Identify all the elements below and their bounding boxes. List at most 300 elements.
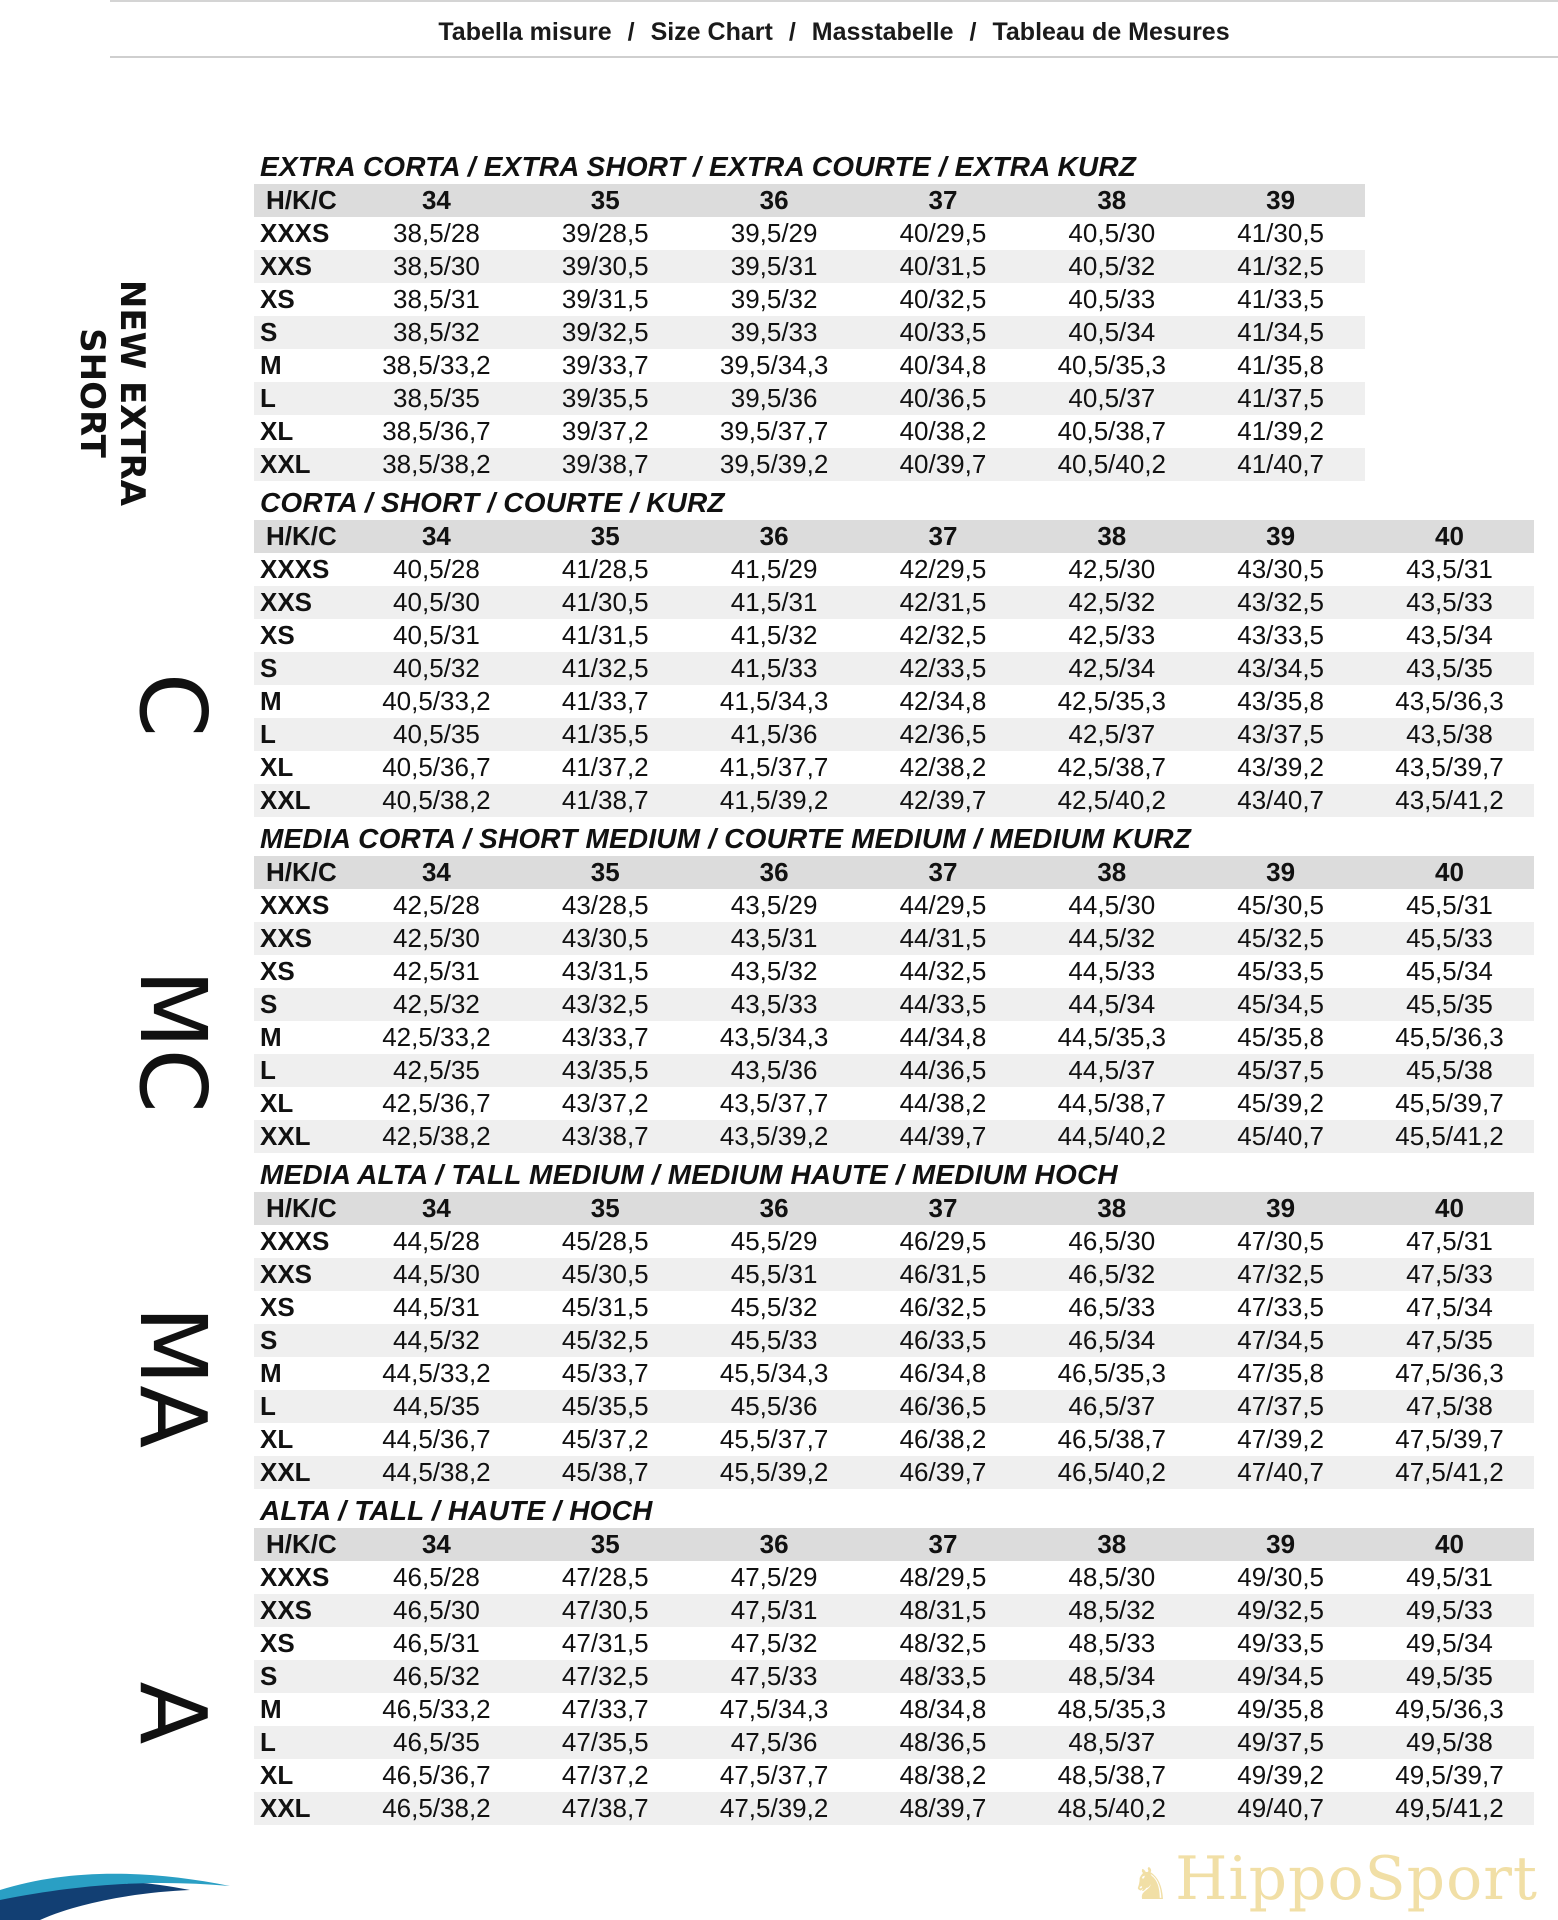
size-value-cell: 49/35,8 <box>1196 1693 1365 1726</box>
size-value-cell: 46,5/37 <box>1027 1390 1196 1423</box>
empty-cell <box>1365 382 1534 415</box>
table-row <box>254 316 1534 349</box>
table-row <box>254 1561 1534 1594</box>
size-value-cell: 43/30,5 <box>521 922 690 955</box>
size-value-cell: 44,5/37 <box>1027 1054 1196 1087</box>
size-value-cell: 40/38,2 <box>859 415 1028 448</box>
size-value-cell: 40,5/28 <box>352 553 521 586</box>
size-value-cell: 46/33,5 <box>859 1324 1028 1357</box>
row-size-label: L <box>254 1726 352 1759</box>
row-size-label: XXL <box>254 1120 352 1153</box>
section-extra-short <box>254 149 1524 481</box>
size-value-cell: 47/28,5 <box>521 1561 690 1594</box>
table-row <box>254 1054 1534 1087</box>
size-value-cell: 49,5/33 <box>1365 1594 1534 1627</box>
empty-header-cell <box>1365 184 1534 217</box>
empty-cell <box>1365 349 1534 382</box>
size-table <box>254 856 1534 1153</box>
column-header-cell: 35 <box>521 1528 690 1561</box>
size-value-cell: 39,5/37,7 <box>690 415 859 448</box>
size-value-cell: 47/37,5 <box>1196 1390 1365 1423</box>
size-value-cell: 44/34,8 <box>859 1021 1028 1054</box>
size-value-cell: 45,5/32 <box>690 1291 859 1324</box>
size-value-cell: 45,5/29 <box>690 1225 859 1258</box>
row-size-label: L <box>254 1054 352 1087</box>
size-value-cell: 46,5/35 <box>352 1726 521 1759</box>
row-size-label: XL <box>254 1423 352 1456</box>
size-value-cell: 39,5/39,2 <box>690 448 859 481</box>
size-value-cell: 41,5/34,3 <box>690 685 859 718</box>
size-value-cell: 45/33,7 <box>521 1357 690 1390</box>
column-header-cell: 38 <box>1027 520 1196 553</box>
column-header-cell: 37 <box>859 1192 1028 1225</box>
table-row <box>254 1423 1534 1456</box>
size-value-cell: 41/28,5 <box>521 553 690 586</box>
size-value-cell: 42,5/38,7 <box>1027 751 1196 784</box>
size-value-cell: 38,5/28 <box>352 217 521 250</box>
size-value-cell: 40,5/32 <box>352 652 521 685</box>
size-value-cell: 46,5/34 <box>1027 1324 1196 1357</box>
table-header-row <box>254 1192 1534 1225</box>
size-value-cell: 43/38,7 <box>521 1120 690 1153</box>
size-value-cell: 47,5/33 <box>690 1660 859 1693</box>
size-value-cell: 43,5/33 <box>1365 586 1534 619</box>
size-table <box>254 520 1534 817</box>
row-size-label: XS <box>254 619 352 652</box>
row-size-label: XXL <box>254 1792 352 1825</box>
size-value-cell: 41/33,5 <box>1196 283 1365 316</box>
row-size-label: XXL <box>254 784 352 817</box>
size-value-cell: 44/39,7 <box>859 1120 1028 1153</box>
size-value-cell: 41,5/32 <box>690 619 859 652</box>
size-value-cell: 49,5/38 <box>1365 1726 1534 1759</box>
header-label-cell: H/K/C <box>254 520 352 553</box>
size-value-cell: 43/32,5 <box>521 988 690 1021</box>
header-label-cell: H/K/C <box>254 1192 352 1225</box>
size-value-cell: 40/34,8 <box>859 349 1028 382</box>
table-row <box>254 1759 1534 1792</box>
row-size-label: XXXS <box>254 553 352 586</box>
size-value-cell: 43,5/35 <box>1365 652 1534 685</box>
table-row <box>254 1660 1534 1693</box>
size-value-cell: 41,5/36 <box>690 718 859 751</box>
empty-cell <box>1365 250 1534 283</box>
section-title: CORTA / SHORT / COURTE / KURZ <box>260 487 725 518</box>
size-value-cell: 49/37,5 <box>1196 1726 1365 1759</box>
size-value-cell: 39/35,5 <box>521 382 690 415</box>
column-header-cell: 39 <box>1196 1528 1365 1561</box>
column-header-cell: 38 <box>1027 856 1196 889</box>
size-value-cell: 44,5/36,7 <box>352 1423 521 1456</box>
header-label-cell: H/K/C <box>254 184 352 217</box>
size-value-cell: 42/38,2 <box>859 751 1028 784</box>
size-value-cell: 48,5/32 <box>1027 1594 1196 1627</box>
size-value-cell: 47,5/31 <box>1365 1225 1534 1258</box>
table-row <box>254 1390 1534 1423</box>
size-value-cell: 40/32,5 <box>859 283 1028 316</box>
header-title-en: Size Chart <box>650 18 773 46</box>
size-value-cell: 46,5/35,3 <box>1027 1357 1196 1390</box>
column-header-cell: 39 <box>1196 1192 1365 1225</box>
size-value-cell: 41/35,5 <box>521 718 690 751</box>
size-value-cell: 46/38,2 <box>859 1423 1028 1456</box>
size-value-cell: 44/38,2 <box>859 1087 1028 1120</box>
size-value-cell: 48,5/34 <box>1027 1660 1196 1693</box>
side-label-ma: MA <box>119 1305 227 1449</box>
size-value-cell: 44,5/28 <box>352 1225 521 1258</box>
size-value-cell: 48/38,2 <box>859 1759 1028 1792</box>
size-value-cell: 47,5/34 <box>1365 1291 1534 1324</box>
size-value-cell: 41/39,2 <box>1196 415 1365 448</box>
size-value-cell: 43/37,2 <box>521 1087 690 1120</box>
size-value-cell: 42,5/30 <box>352 922 521 955</box>
row-size-label: XL <box>254 415 352 448</box>
size-value-cell: 45,5/34,3 <box>690 1357 859 1390</box>
size-value-cell: 45/32,5 <box>521 1324 690 1357</box>
header-title-fr: Tableau de Mesures <box>992 18 1230 46</box>
section-short-medium <box>254 821 1524 1153</box>
row-size-label: XL <box>254 751 352 784</box>
size-value-cell: 45,5/36 <box>690 1390 859 1423</box>
size-value-cell: 39,5/31 <box>690 250 859 283</box>
size-value-cell: 47/31,5 <box>521 1627 690 1660</box>
section-tall-medium <box>254 1157 1524 1489</box>
size-value-cell: 41/37,2 <box>521 751 690 784</box>
column-header-cell: 34 <box>352 856 521 889</box>
size-value-cell: 47/32,5 <box>1196 1258 1365 1291</box>
size-value-cell: 41,5/33 <box>690 652 859 685</box>
size-value-cell: 42,5/28 <box>352 889 521 922</box>
size-value-cell: 44/31,5 <box>859 922 1028 955</box>
table-row <box>254 652 1534 685</box>
size-value-cell: 45/38,7 <box>521 1456 690 1489</box>
column-header-cell: 34 <box>352 1528 521 1561</box>
row-size-label: S <box>254 988 352 1021</box>
size-value-cell: 38,5/33,2 <box>352 349 521 382</box>
size-value-cell: 45/35,8 <box>1196 1021 1365 1054</box>
row-size-label: XXS <box>254 1594 352 1627</box>
size-value-cell: 46/39,7 <box>859 1456 1028 1489</box>
column-header-cell: 37 <box>859 856 1028 889</box>
size-value-cell: 43/37,5 <box>1196 718 1365 751</box>
row-size-label: L <box>254 718 352 751</box>
size-value-cell: 45/34,5 <box>1196 988 1365 1021</box>
size-value-cell: 46,5/33,2 <box>352 1693 521 1726</box>
size-value-cell: 43,5/34,3 <box>690 1021 859 1054</box>
size-value-cell: 44,5/35,3 <box>1027 1021 1196 1054</box>
table-row <box>254 283 1534 316</box>
size-value-cell: 42,5/33 <box>1027 619 1196 652</box>
size-value-cell: 40,5/32 <box>1027 250 1196 283</box>
table-row <box>254 1456 1534 1489</box>
size-value-cell: 45,5/36,3 <box>1365 1021 1534 1054</box>
row-size-label: S <box>254 652 352 685</box>
size-value-cell: 43,5/29 <box>690 889 859 922</box>
size-value-cell: 44,5/33 <box>1027 955 1196 988</box>
header-separator: / <box>627 18 635 46</box>
size-value-cell: 43/40,7 <box>1196 784 1365 817</box>
column-header-cell: 40 <box>1365 856 1534 889</box>
row-size-label: XS <box>254 283 352 316</box>
size-value-cell: 47,5/39,2 <box>690 1792 859 1825</box>
size-value-cell: 45,5/31 <box>1365 889 1534 922</box>
size-value-cell: 47/35,5 <box>521 1726 690 1759</box>
column-header-cell: 36 <box>690 184 859 217</box>
size-value-cell: 42,5/35 <box>352 1054 521 1087</box>
row-size-label: XXXS <box>254 217 352 250</box>
size-value-cell: 45/32,5 <box>1196 922 1365 955</box>
size-value-cell: 45/28,5 <box>521 1225 690 1258</box>
row-size-label: XXL <box>254 1456 352 1489</box>
column-header-cell: 38 <box>1027 184 1196 217</box>
size-value-cell: 47,5/36 <box>690 1726 859 1759</box>
header-separator: / <box>969 18 977 46</box>
size-value-cell: 44,5/33,2 <box>352 1357 521 1390</box>
size-value-cell: 42/32,5 <box>859 619 1028 652</box>
size-value-cell: 46,5/28 <box>352 1561 521 1594</box>
size-value-cell: 43/35,5 <box>521 1054 690 1087</box>
size-value-cell: 45/39,2 <box>1196 1087 1365 1120</box>
column-header-cell: 35 <box>521 1192 690 1225</box>
size-value-cell: 45,5/35 <box>1365 988 1534 1021</box>
size-value-cell: 44,5/35 <box>352 1390 521 1423</box>
size-value-cell: 40,5/33 <box>1027 283 1196 316</box>
row-size-label: M <box>254 1357 352 1390</box>
size-value-cell: 45/37,5 <box>1196 1054 1365 1087</box>
size-value-cell: 47/34,5 <box>1196 1324 1365 1357</box>
size-value-cell: 41,5/37,7 <box>690 751 859 784</box>
size-value-cell: 40,5/33,2 <box>352 685 521 718</box>
table-row <box>254 1258 1534 1291</box>
size-value-cell: 46/36,5 <box>859 1390 1028 1423</box>
empty-cell <box>1365 415 1534 448</box>
size-value-cell: 47/33,7 <box>521 1693 690 1726</box>
size-value-cell: 41/32,5 <box>521 652 690 685</box>
section-short <box>254 485 1524 817</box>
table-row <box>254 553 1534 586</box>
size-value-cell: 41/30,5 <box>521 586 690 619</box>
size-value-cell: 49/40,7 <box>1196 1792 1365 1825</box>
logo-text: HippoSport <box>1175 1844 1538 1914</box>
size-value-cell: 40,5/38,7 <box>1027 415 1196 448</box>
row-size-label: S <box>254 1324 352 1357</box>
size-value-cell: 46,5/40,2 <box>1027 1456 1196 1489</box>
size-value-cell: 43,5/37,7 <box>690 1087 859 1120</box>
size-value-cell: 38,5/35 <box>352 382 521 415</box>
size-value-cell: 45,5/41,2 <box>1365 1120 1534 1153</box>
row-size-label: L <box>254 382 352 415</box>
side-label-new-extra-short <box>57 243 167 543</box>
size-value-cell: 41/37,5 <box>1196 382 1365 415</box>
empty-cell <box>1365 217 1534 250</box>
size-value-cell: 43/33,7 <box>521 1021 690 1054</box>
table-row <box>254 382 1534 415</box>
top-rule <box>110 0 1558 2</box>
size-value-cell: 46,5/36,7 <box>352 1759 521 1792</box>
size-value-cell: 43,5/36,3 <box>1365 685 1534 718</box>
size-value-cell: 47,5/39,7 <box>1365 1423 1534 1456</box>
size-value-cell: 46/31,5 <box>859 1258 1028 1291</box>
size-value-cell: 49/39,2 <box>1196 1759 1365 1792</box>
size-value-cell: 45,5/38 <box>1365 1054 1534 1087</box>
size-value-cell: 40,5/35 <box>352 718 521 751</box>
size-value-cell: 47,5/35 <box>1365 1324 1534 1357</box>
header-separator: / <box>788 18 796 46</box>
size-value-cell: 48,5/37 <box>1027 1726 1196 1759</box>
column-header-cell: 37 <box>859 520 1028 553</box>
size-value-cell: 43,5/41,2 <box>1365 784 1534 817</box>
row-size-label: M <box>254 1021 352 1054</box>
table-row <box>254 751 1534 784</box>
size-value-cell: 48/34,8 <box>859 1693 1028 1726</box>
header-rule <box>110 56 1558 58</box>
size-value-cell: 42,5/32 <box>352 988 521 1021</box>
column-header-cell: 39 <box>1196 520 1365 553</box>
size-value-cell: 47/38,7 <box>521 1792 690 1825</box>
size-value-cell: 47,5/38 <box>1365 1390 1534 1423</box>
size-value-cell: 45/40,7 <box>1196 1120 1365 1153</box>
size-value-cell: 38,5/38,2 <box>352 448 521 481</box>
table-row <box>254 250 1534 283</box>
size-value-cell: 45/33,5 <box>1196 955 1365 988</box>
size-value-cell: 49,5/35 <box>1365 1660 1534 1693</box>
size-value-cell: 48,5/38,7 <box>1027 1759 1196 1792</box>
size-value-cell: 46/32,5 <box>859 1291 1028 1324</box>
size-value-cell: 42/34,8 <box>859 685 1028 718</box>
table-row <box>254 718 1534 751</box>
size-value-cell: 47,5/31 <box>690 1594 859 1627</box>
size-value-cell: 43,5/38 <box>1365 718 1534 751</box>
table-row <box>254 349 1534 382</box>
size-value-cell: 44,5/32 <box>352 1324 521 1357</box>
side-label-a: A <box>119 1681 227 1745</box>
size-value-cell: 45,5/39,7 <box>1365 1087 1534 1120</box>
size-value-cell: 41/38,7 <box>521 784 690 817</box>
size-value-cell: 38,5/31 <box>352 283 521 316</box>
size-value-cell: 49,5/39,7 <box>1365 1759 1534 1792</box>
size-value-cell: 47/37,2 <box>521 1759 690 1792</box>
header-title-it: Tabella misure <box>438 18 612 46</box>
column-header-cell: 37 <box>859 1528 1028 1561</box>
size-value-cell: 38,5/36,7 <box>352 415 521 448</box>
size-value-cell: 46/34,8 <box>859 1357 1028 1390</box>
column-header-cell: 35 <box>521 856 690 889</box>
size-value-cell: 45,5/37,7 <box>690 1423 859 1456</box>
size-value-cell: 39/32,5 <box>521 316 690 349</box>
table-header-row <box>254 520 1534 553</box>
table-row <box>254 1021 1534 1054</box>
table-row <box>254 1291 1534 1324</box>
size-value-cell: 41/34,5 <box>1196 316 1365 349</box>
size-value-cell: 40/31,5 <box>859 250 1028 283</box>
empty-cell <box>1365 316 1534 349</box>
table-row <box>254 1693 1534 1726</box>
size-value-cell: 41/35,8 <box>1196 349 1365 382</box>
size-value-cell: 47/32,5 <box>521 1660 690 1693</box>
table-row <box>254 1120 1534 1153</box>
size-value-cell: 43/28,5 <box>521 889 690 922</box>
column-header-cell: 35 <box>521 184 690 217</box>
size-value-cell: 43,5/39,7 <box>1365 751 1534 784</box>
table-row <box>254 922 1534 955</box>
size-value-cell: 42,5/35,3 <box>1027 685 1196 718</box>
table-row <box>254 685 1534 718</box>
size-value-cell: 45,5/34 <box>1365 955 1534 988</box>
size-value-cell: 44/29,5 <box>859 889 1028 922</box>
header-label-cell: H/K/C <box>254 856 352 889</box>
size-value-cell: 48/29,5 <box>859 1561 1028 1594</box>
size-value-cell: 41,5/29 <box>690 553 859 586</box>
row-size-label: M <box>254 1693 352 1726</box>
size-value-cell: 49,5/31 <box>1365 1561 1534 1594</box>
row-size-label: XXS <box>254 922 352 955</box>
size-value-cell: 46,5/38,2 <box>352 1792 521 1825</box>
size-value-cell: 42/39,7 <box>859 784 1028 817</box>
size-value-cell: 40,5/31 <box>352 619 521 652</box>
size-value-cell: 42,5/40,2 <box>1027 784 1196 817</box>
size-value-cell: 44,5/38,2 <box>352 1456 521 1489</box>
side-label-c: C <box>119 672 227 738</box>
side-label-line: NEW EXTRA <box>112 279 152 507</box>
size-value-cell: 48/36,5 <box>859 1726 1028 1759</box>
size-value-cell: 45/30,5 <box>521 1258 690 1291</box>
size-value-cell: 44,5/31 <box>352 1291 521 1324</box>
table-row <box>254 1627 1534 1660</box>
size-value-cell: 44,5/30 <box>1027 889 1196 922</box>
size-value-cell: 40,5/38,2 <box>352 784 521 817</box>
table-row <box>254 988 1534 1021</box>
size-value-cell: 40,5/30 <box>1027 217 1196 250</box>
size-value-cell: 44/36,5 <box>859 1054 1028 1087</box>
size-value-cell: 47,5/41,2 <box>1365 1456 1534 1489</box>
size-value-cell: 49/30,5 <box>1196 1561 1365 1594</box>
size-value-cell: 49,5/34 <box>1365 1627 1534 1660</box>
size-value-cell: 40/36,5 <box>859 382 1028 415</box>
size-value-cell: 39,5/33 <box>690 316 859 349</box>
row-size-label: M <box>254 685 352 718</box>
row-size-label: XS <box>254 1627 352 1660</box>
section-title: EXTRA CORTA / EXTRA SHORT / EXTRA COURTE / EXTRA KURZ <box>260 151 1137 182</box>
size-value-cell: 40,5/37 <box>1027 382 1196 415</box>
size-table <box>254 1192 1534 1489</box>
table-header-row <box>254 856 1534 889</box>
size-value-cell: 45/30,5 <box>1196 889 1365 922</box>
size-value-cell: 39/37,2 <box>521 415 690 448</box>
row-size-label: S <box>254 316 352 349</box>
size-value-cell: 43,5/31 <box>690 922 859 955</box>
table-row <box>254 1594 1534 1627</box>
column-header-cell: 36 <box>690 520 859 553</box>
size-value-cell: 45/31,5 <box>521 1291 690 1324</box>
size-value-cell: 38,5/32 <box>352 316 521 349</box>
column-header-cell: 40 <box>1365 520 1534 553</box>
size-value-cell: 44/32,5 <box>859 955 1028 988</box>
row-size-label: XXXS <box>254 1225 352 1258</box>
size-value-cell: 48/32,5 <box>859 1627 1028 1660</box>
side-label-mc: MC <box>119 969 227 1113</box>
size-value-cell: 39/28,5 <box>521 217 690 250</box>
size-value-cell: 40,5/34 <box>1027 316 1196 349</box>
size-value-cell: 39,5/36 <box>690 382 859 415</box>
column-header-cell: 34 <box>352 1192 521 1225</box>
size-value-cell: 43,5/36 <box>690 1054 859 1087</box>
size-value-cell: 48,5/30 <box>1027 1561 1196 1594</box>
empty-cell <box>1365 448 1534 481</box>
table-row <box>254 955 1534 988</box>
size-value-cell: 43,5/33 <box>690 988 859 1021</box>
size-value-cell: 47/35,8 <box>1196 1357 1365 1390</box>
size-value-cell: 44,5/40,2 <box>1027 1120 1196 1153</box>
